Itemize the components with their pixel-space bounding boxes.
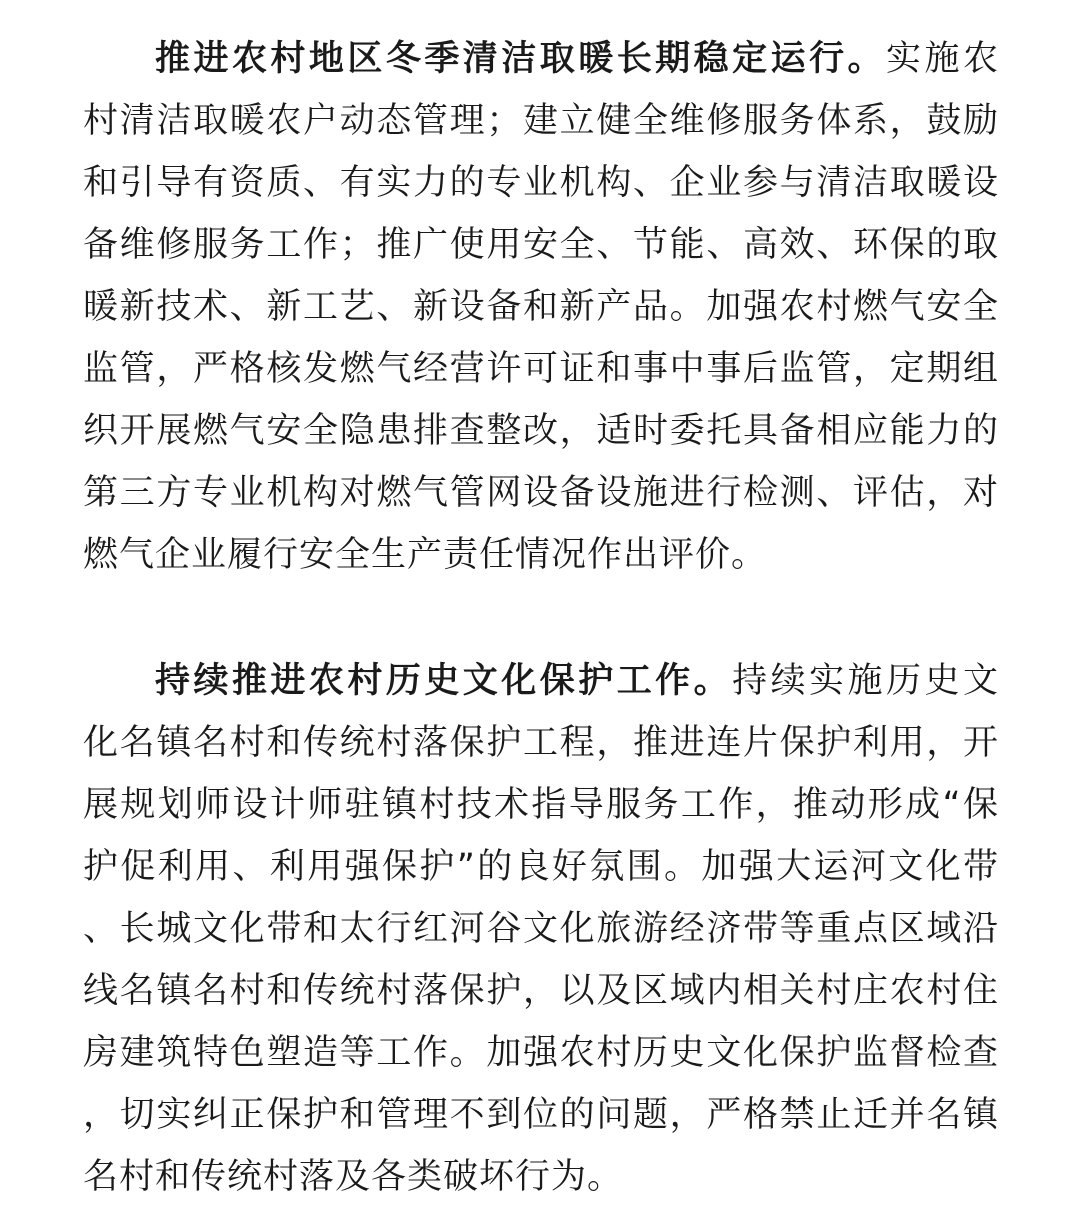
- paragraph-text: 持续实施历史文: [732, 661, 999, 701]
- paragraph-line: 和引导有资质、有实力的专业机构、企业参与清洁取暖设: [83, 163, 999, 203]
- paragraph-line: ，切实纠正保护和管理不到位的问题，严格禁止迁并名镇: [83, 1095, 999, 1135]
- paragraph-heading: 持续推进农村历史文化保护工作。: [155, 661, 733, 701]
- paragraph-line: 燃气企业履行安全生产责任情况作出评价。: [83, 535, 768, 575]
- paragraph-line: 化名镇名村和传统村落保护工程，推进连片保护利用，开: [83, 723, 999, 763]
- paragraph-line: 线名镇名村和传统村落保护，以及区域内相关村庄农村住: [83, 971, 999, 1011]
- paragraph-line: 暖新技术、新工艺、新设备和新产品。加强农村燃气安全: [83, 287, 999, 327]
- paragraph-line: 监管，严格核发燃气经营许可证和事中事后监管，定期组: [83, 349, 999, 389]
- paragraph-line: 房建筑特色塑造等工作。加强农村历史文化保护监督检查: [83, 1033, 999, 1073]
- paragraph-line: 备维修服务工作；推广使用安全、节能、高效、环保的取: [83, 225, 999, 265]
- paragraph-line: 村清洁取暖农户动态管理；建立健全维修服务体系，鼓励: [83, 101, 999, 141]
- paragraph-line: 织开展燃气安全隐患排查整改，适时委托具备相应能力的: [83, 411, 999, 451]
- paragraph-line: 第三方专业机构对燃气管网设备设施进行检测、评估，对: [83, 473, 999, 513]
- paragraph-text: 实施农: [886, 39, 999, 79]
- paragraph-historical-culture: [83, 650, 999, 1208]
- paragraph-clean-heating: [83, 28, 999, 586]
- paragraph-line: [83, 650, 999, 712]
- paragraph-line: 、长城文化带和太行红河谷文化旅游经济带等重点区域沿: [83, 909, 999, 949]
- paragraph-line: [83, 28, 999, 90]
- paragraph-line: 名村和传统村落及各类破坏行为。: [83, 1157, 624, 1197]
- paragraph-line: 护促利用、利用强保护”的良好氛围。加强大运河文化带: [83, 847, 999, 887]
- paragraph-heading: 推进农村地区冬季清洁取暖长期稳定运行。: [155, 39, 887, 79]
- paragraph-line: 展规划师设计师驻镇村技术指导服务工作，推动形成“保: [83, 785, 999, 825]
